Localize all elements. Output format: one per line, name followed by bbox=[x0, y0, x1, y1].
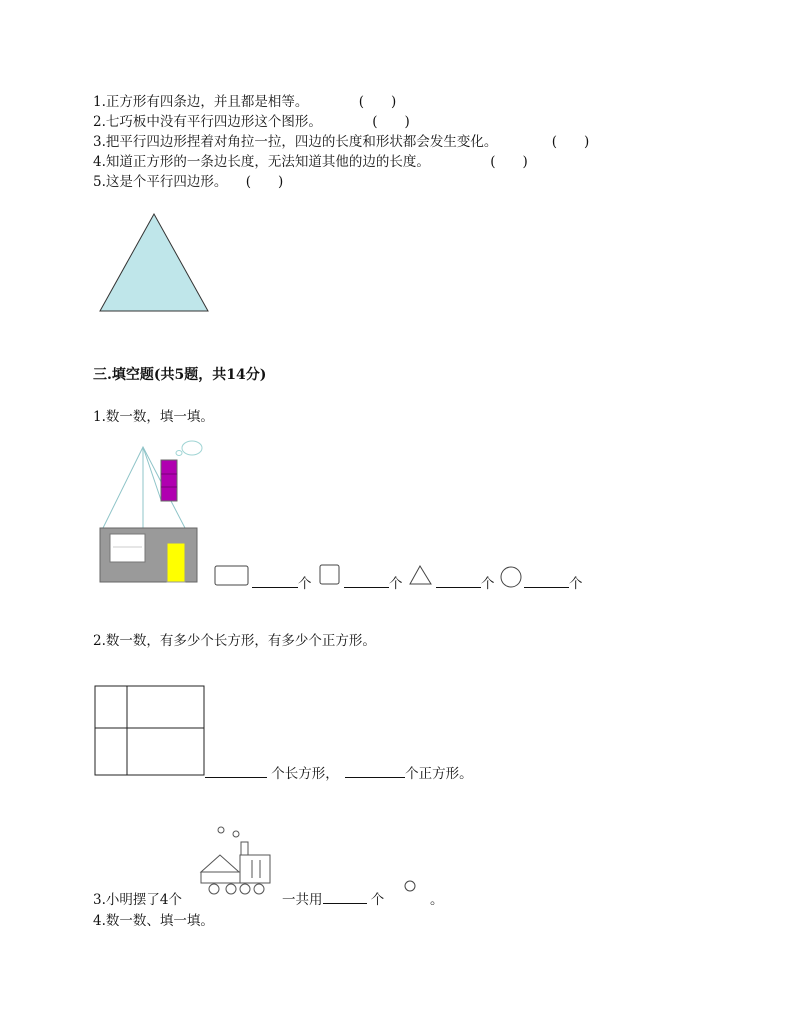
tf-item-4-text: 4.知道正方形的一条边长度，无法知道其他的边的长度。 bbox=[93, 154, 430, 170]
q2-square-unit: 个正方形。 bbox=[405, 766, 473, 782]
tf-item-3-text: 3.把平行四边形捏着对角拉一拉，四边的长度和形状都会发生变化。 bbox=[93, 134, 498, 150]
unit-label: 个 bbox=[389, 576, 403, 592]
unit-label: 个 bbox=[569, 576, 583, 592]
small-circle-icon bbox=[405, 881, 415, 891]
answer-paren-5[interactable]: ( ) bbox=[245, 174, 284, 190]
answer-paren-2[interactable]: ( ) bbox=[372, 114, 410, 130]
unit-label: 个 bbox=[481, 576, 495, 592]
answer-paren-3[interactable]: ( ) bbox=[551, 134, 590, 150]
q3-prefix: 3.小明摆了4个 bbox=[93, 892, 182, 908]
tf-item-1-text: 1.正方形有四条边，并且都是相等。 bbox=[93, 94, 309, 110]
unit-label: 个 bbox=[298, 576, 312, 592]
q1-text: 1.数一数，填一填。 bbox=[93, 409, 214, 425]
q2-text: 2.数一数，有多少个长方形，有多少个正方形。 bbox=[93, 633, 376, 649]
blank-circle-used[interactable] bbox=[323, 889, 367, 904]
answer-paren-1[interactable]: ( ) bbox=[358, 94, 397, 110]
tf-item-2-text: 2.七巧板中没有平行四边形这个图形。 bbox=[93, 114, 322, 130]
answer-paren-4[interactable]: ( ) bbox=[490, 154, 528, 170]
q2-rect-unit: 个长方形， bbox=[271, 766, 339, 782]
q4-text: 4.数一数、填一填。 bbox=[93, 913, 214, 929]
q3-unit: 个 bbox=[370, 892, 385, 908]
q3-middle: 一共用 bbox=[282, 892, 323, 908]
q3-answer-row bbox=[282, 888, 384, 908]
tf-item-5-text: 5.这是个平行四边形。 bbox=[93, 174, 228, 190]
section-title: 三.填空题(共5题，共14分) bbox=[93, 367, 267, 383]
q3-end: 。 bbox=[430, 892, 444, 908]
